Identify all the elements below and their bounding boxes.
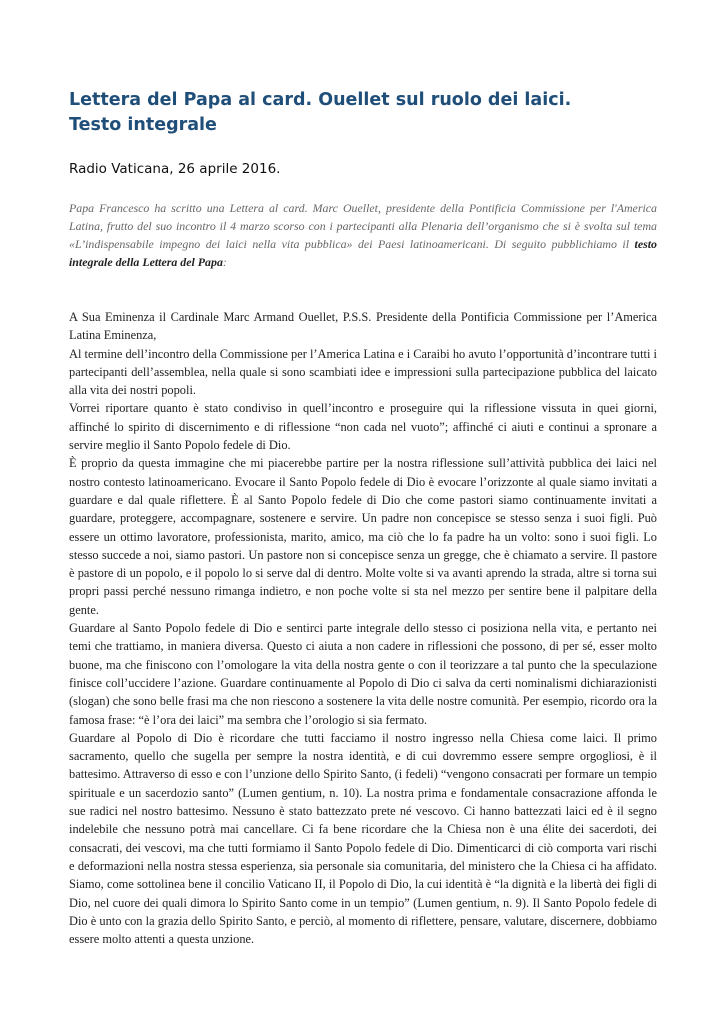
- body-paragraph: È proprio da questa immagine che mi piacerebbe partire per la nostra riflessione sull’attività pubblica dei laici nel nostro contesto latinoamericano. Evocare il Santo Popolo fedele di Dio è evocare l’orizzonte al quale siamo invitati a guardare e dal quale riflettere. È al Santo Popolo fedele di Dio che come pastori siamo continuamente invitati a guardare, proteggere, accompagnare, sostenere e servire. Un padre non concepisce se stesso senza i suoi figli. Può essere un ottimo lavoratore, professionista, marito, amico, ma ciò che lo fa padre ha un volto: sono i suoi figli. Lo stesso succede a noi, siamo pastori. Un pastore non si concepisce senza un gregge, che è chiamato a servire. Il pastore è pastore di un popolo, e il popolo lo si serve dal di dentro. Molte volte si va avanti aprendo la strada, altre si torna sui propri passi perché nessuno rimanga indietro, e non poche volte si sta nel mezzo per sentire bene il palpitare della gente.: [69, 456, 657, 617]
- body-paragraph: Vorrei riportare quanto è stato condiviso in quell’incontro e proseguire qui la riflessione vissuta in quei giorni, affinché lo spirito di discernimento e di riflessione “non cada nel vuoto”; affinché ci aiuti e continui a spronare a servire meglio il Santo Popolo fedele di Dio.: [69, 401, 657, 453]
- intro-text: Papa Francesco ha scritto una Lettera al card. Marc Ouellet, presidente della Pontificia Commissione per l'America Latina, frutto del suo incontro il 4 marzo scorso con i partecipanti alla Plenaria dell’organismo che si è svolta sul tema «L’indispensabile impegno dei laici nella vita pubblica» dei Paesi latinoamericani. Di seguito pubblichiamo il: [69, 201, 657, 251]
- body-paragraph: Al termine dell’incontro della Commissione per l’America Latina e i Caraibi ho avuto l’opportunità d’incontrare tutti i partecipanti dell’assemblea, nella quale si sono scambiati idee e impressioni sulla partecipazione pubblica del laicato alla vita dei nostri popoli.: [69, 346, 657, 398]
- article-title: [69, 88, 669, 138]
- body-paragraph: Guardare al Santo Popolo fedele di Dio e sentirci parte integrale dello stesso ci posiziona nella vita, e pertanto nei temi che trattiamo, in maniera diversa. Questo ci aiuta a non cadere in riflessioni che possono, di per sé, esser molto buone, ma che finiscono con l’omologare la vita della nostra gente o con il teorizzare a tal punto che la speculazione finisce coll’uccidere l’azione. Guardare continuamente al Popolo di Dio ci salva da certi nominalismi dichiarazionisti (slogan) che sono belle frasi ma che non riescono a sostenere la vita delle nostre comunità. Per esempio, ricordo ora la famosa frase: “è l’ora dei laici” ma sembra che l’orologio si sia fermato.: [69, 621, 657, 727]
- article-title-line-2: Testo integrale: [69, 115, 217, 135]
- intro-bold-link-text: testo integrale della Lettera del Papa: [69, 237, 657, 269]
- body-paragraph: A Sua Eminenza il Cardinale Marc Armand Ouellet, P.S.S. Presidente della Pontificia Commissione per l’America Latina Eminenza,: [69, 310, 657, 343]
- source-dateline: Radio Vaticana, 26 aprile 2016.: [69, 161, 281, 177]
- intro-paragraph: [69, 199, 657, 271]
- body-paragraph: Guardare al Popolo di Dio è ricordare che tutti facciamo il nostro ingresso nella Chiesa come laici. Il primo sacramento, quello che sugella per sempre la nostra identità, e di cui dovremmo essere sempre orgogliosi, è il battesimo. Attraverso di esso e con l’unzione dello Spirito Santo, (i fedeli) “vengono consacrati per formare un tempio spirituale e un sacerdozio santo” (Lumen gentium, n. 10). La nostra prima e fondamentale consacrazione affonda le sue radici nel nostro battesimo. Nessuno è stato battezzato prete né vescovo. Ci hanno battezzati laici ed è il segno indelebile che nessuno potrà mai cancellare. Ci fa bene ricordare che la Chiesa non è una élite dei sacerdoti, dei consacrati, dei vescovi, ma che tutti formiamo il Santo Popolo fedele di Dio. Dimenticarci di ciò comporta vari rischi e deformazioni nella nostra stessa esperienza, sia personale sia comunitaria, del ministero che la Chiesa ci ha affidato. Siamo, come sottolinea bene il concilio Vaticano II, il Popolo di Dio, la cui identità è “la dignità e la libertà dei figli di Dio, nel cuore dei quali dimora lo Spirito Santo come in un tempio” (Lumen gentium, n. 9). Il Santo Popolo fedele di Dio è unto con la grazia dello Spirito Santo, e perciò, al momento di riflettere, pensare, valutare, discernere, dobbiamo essere molto attenti a questa unzione.: [69, 730, 657, 947]
- article-title-line-1: Lettera del Papa al card. Ouellet sul ruolo dei laici.: [69, 90, 572, 110]
- intro-end: :: [222, 255, 227, 269]
- letter-body: [69, 308, 657, 948]
